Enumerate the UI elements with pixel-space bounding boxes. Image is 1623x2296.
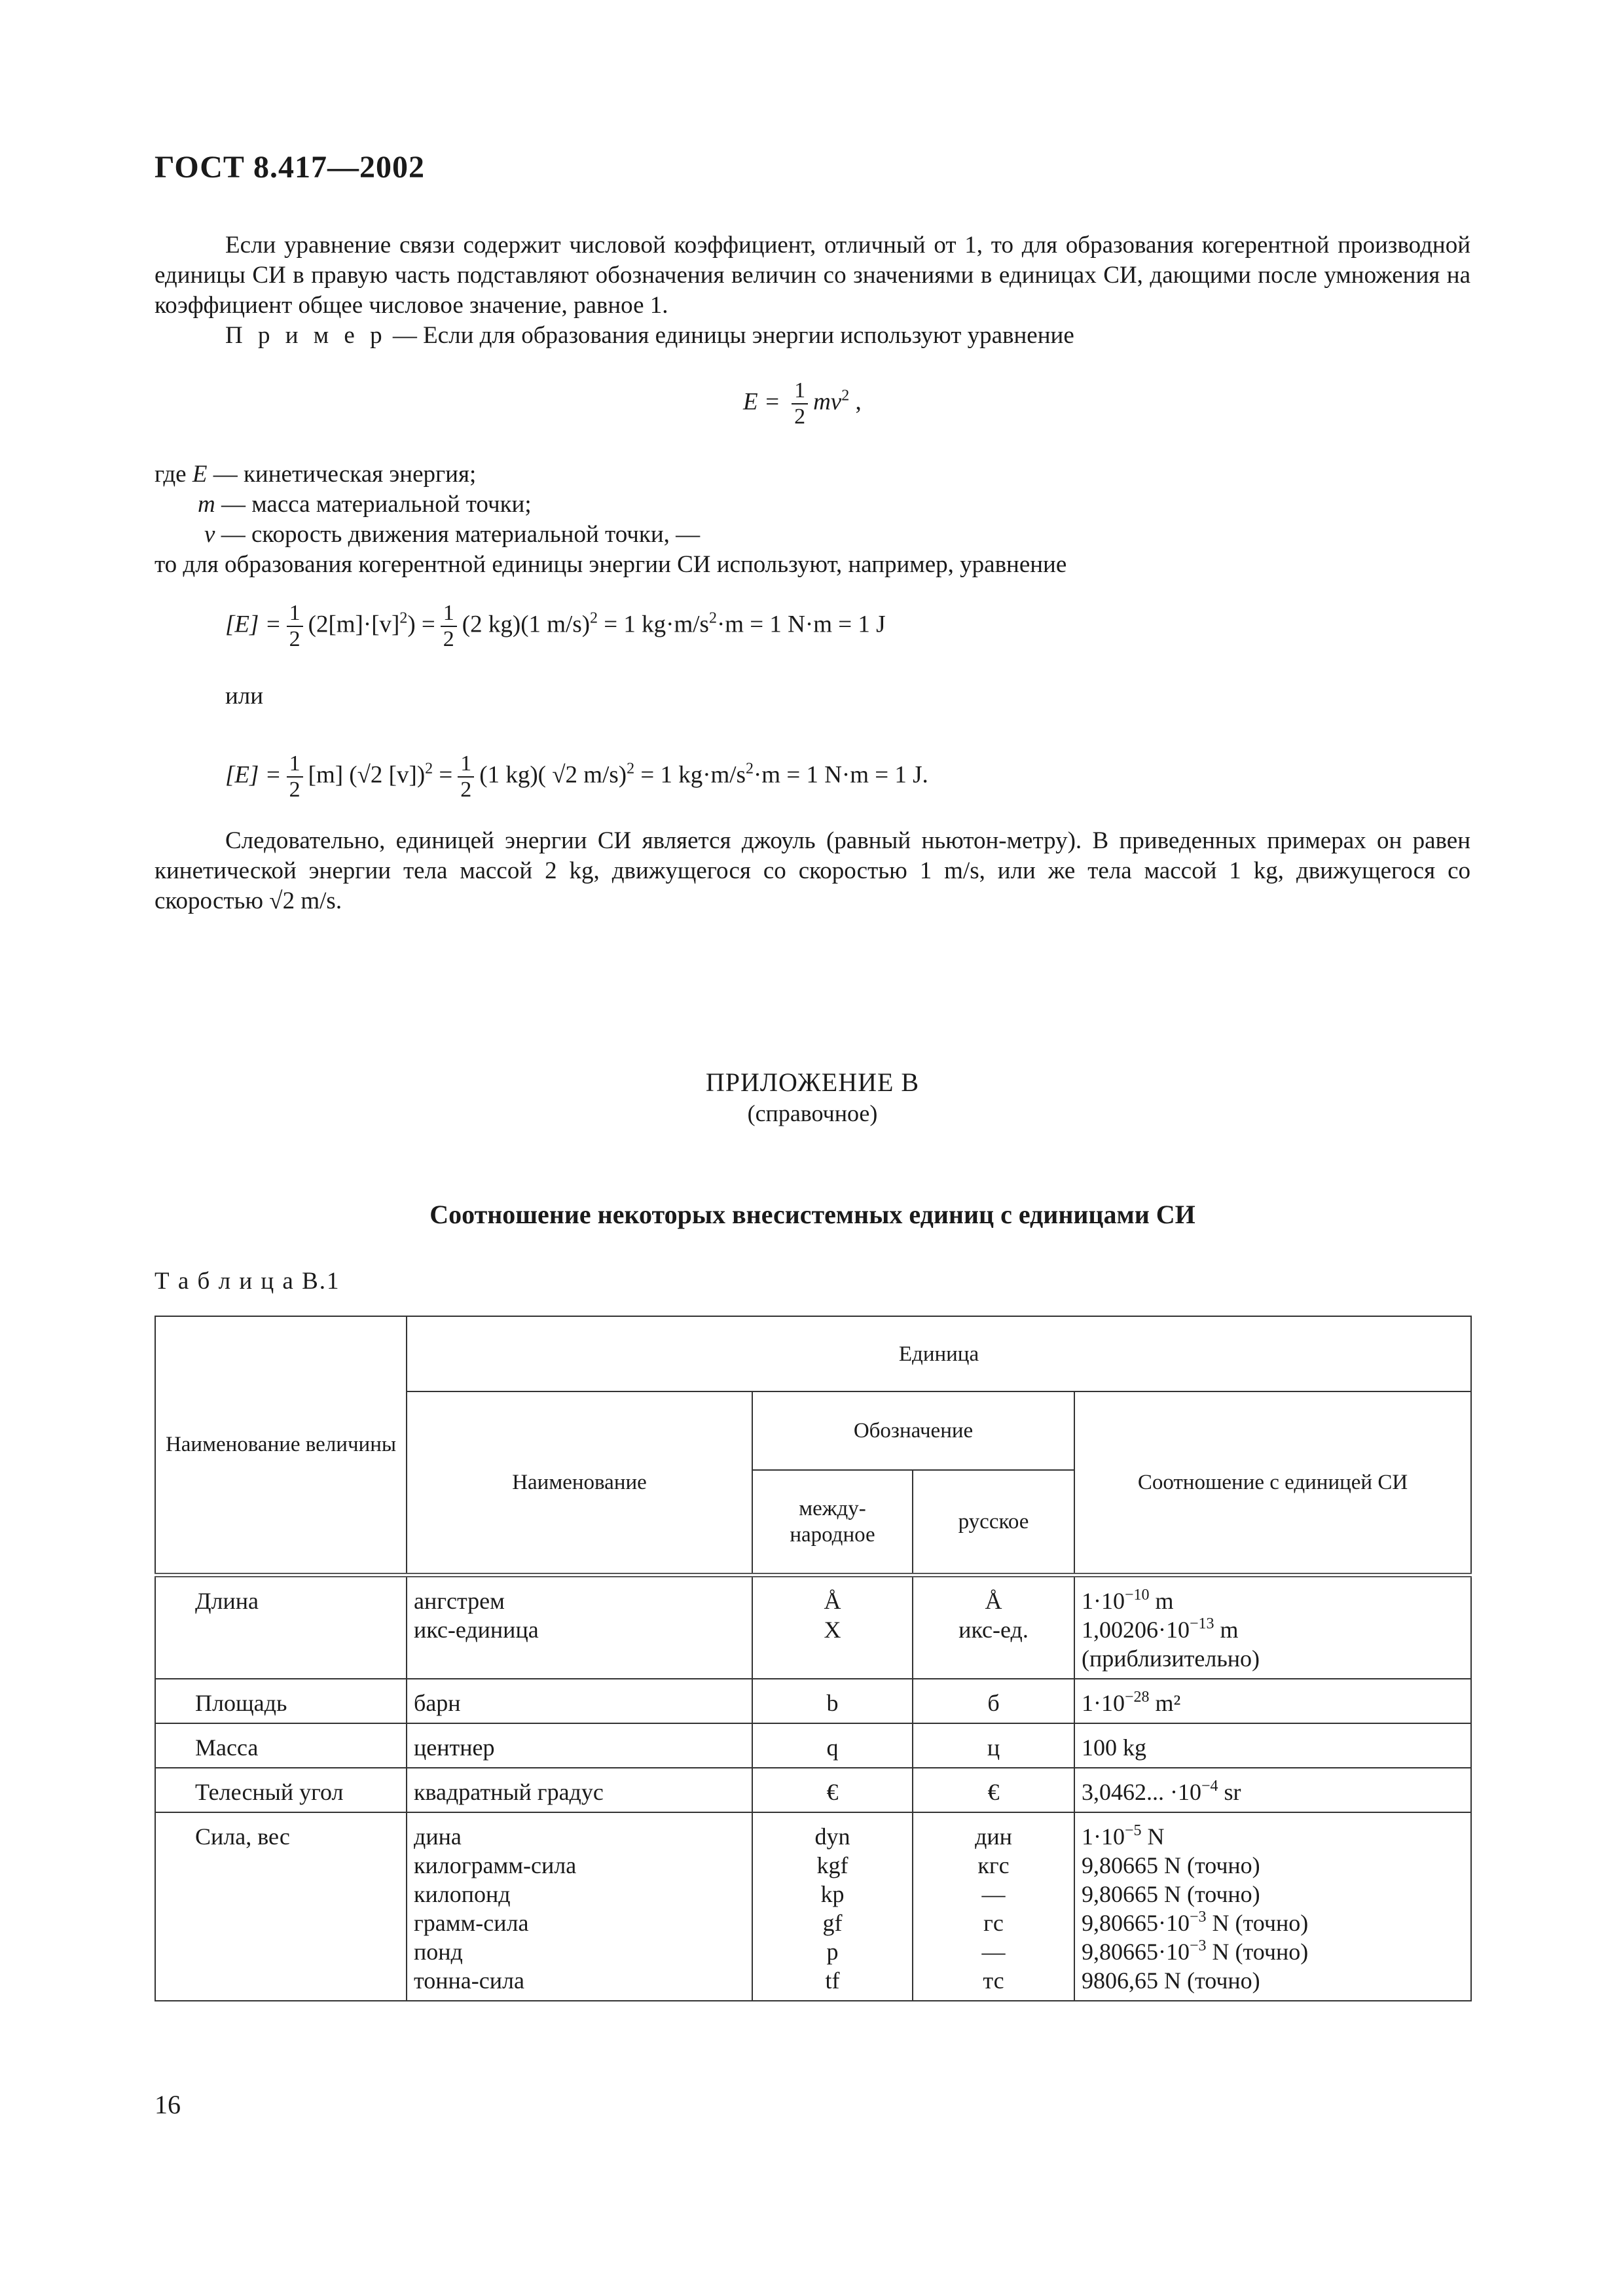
symbol-intl: Å [824,1587,841,1614]
formula2-part3-exp: 2 [745,760,754,778]
relation-exp: −28 [1125,1688,1150,1706]
legend-e: где E — кинетическая энергия; [155,461,477,488]
relation-base: 9,80665·10 [1082,1909,1190,1936]
formula-coherent-1 [225,601,886,652]
cell-rus [913,1812,1074,2001]
symbol-intl: kp [820,1880,845,1907]
equation-tail: , [849,388,862,416]
legend-conclusion: то для образования когерентной единицы энергии СИ используют, например, уравнение [155,551,1067,578]
relation-base: 1·10 [1082,1823,1125,1850]
relation-exp: −13 [1190,1615,1214,1632]
relation-exp: −5 [1125,1821,1142,1839]
unit-name: ангстрем [414,1587,505,1614]
relation-tail: m [1214,1616,1239,1643]
cell-quantity: Масса [155,1723,407,1768]
formula2-fraction [287,751,303,802]
formula2-part2-exp: 2 [627,760,635,778]
formula1-part1-close: ) = [407,611,435,638]
cell-intl [752,1575,913,1679]
relation-exp: −3 [1190,1908,1207,1926]
formula1-fraction [287,601,303,652]
relation-base: (приблизительно) [1082,1645,1260,1672]
relation-tail: m² [1149,1689,1181,1716]
table-row [155,1575,1471,1679]
cell-rus [913,1679,1074,1723]
cell-intl [752,1723,913,1768]
fraction-numerator: 1 [792,378,808,404]
symbol-rus: икс-ед. [958,1616,1029,1643]
symbol-rus: Å [985,1587,1002,1614]
table-row [155,1812,1471,2001]
cell-relation [1074,1575,1471,1679]
formula1-den2: 2 [443,627,454,651]
table-row [155,1723,1471,1768]
symbol-rus: б [987,1689,1000,1716]
formula1-part2-exp: 2 [590,609,598,627]
symbol-intl: tf [825,1967,840,1994]
formula2-lhs: [E] = [225,761,282,789]
legend-m [155,490,1067,520]
equation-kinetic-energy [743,378,862,429]
relation-base: 3,0462... ·10 [1082,1778,1201,1805]
relation-tail: N [1141,1823,1165,1850]
relation-base: 100 kg [1082,1734,1146,1761]
example-line [155,321,1470,351]
example-text: — Если для образования единицы энергии используют уравнение [386,322,1074,349]
symbol-rus: кгс [977,1852,1010,1878]
unit-name: центнер [414,1734,495,1761]
formula1-part3: = 1 kg·m/s [598,611,709,638]
symbol-intl: kgf [816,1852,848,1878]
header-international: между-народное [752,1470,913,1575]
legend-e-text: — кинетическая энергия; [207,461,477,488]
header-name: Наименование [407,1391,752,1575]
legend-v-text: — скорость движения материальной точки, — [215,521,701,548]
header-quantity: Наименование величины [155,1316,407,1575]
symbol-rus: ц [987,1734,1000,1761]
relation-base: 9,80665·10 [1082,1938,1190,1965]
appendix-title: ПРИЛОЖЕНИЕ В [705,1067,920,1097]
table-label: Т а б л и ц а В.1 [155,1268,340,1295]
or-text: или [225,683,264,709]
legend-e-symbol: E [192,461,208,488]
symbol-intl: dyn [814,1823,850,1850]
units-table [155,1316,1472,2001]
formula1-num: 1 [287,601,303,627]
symbol-rus: — [981,1880,1006,1907]
cell-names [407,1575,752,1679]
formula1-num2: 1 [441,601,457,627]
unit-name: килопонд [414,1880,511,1907]
header-symbol: Обозначение [752,1391,1074,1470]
relation-base: 1·10 [1082,1689,1125,1716]
relation-line [1082,1937,1464,1966]
cell-names [407,1768,752,1812]
fraction-denominator: 2 [794,404,806,429]
relation-exp: −3 [1190,1937,1207,1954]
formula1-part1-exp: 2 [399,609,408,627]
cell-rus [913,1768,1074,1812]
relation-base: 9806,65 N (точно) [1082,1967,1260,1994]
symbol-rus: гс [983,1909,1004,1936]
relation-line [1082,1733,1464,1762]
cell-quantity: Длина [155,1575,407,1679]
symbol-rus: тс [983,1967,1004,1994]
formula2-den2: 2 [460,778,472,802]
relation-base: 9,80665 N (точно) [1082,1880,1260,1907]
cell-rus [913,1723,1074,1768]
cell-rus [913,1575,1074,1679]
relation-tail: m [1149,1587,1174,1614]
appendix-subtitle: (справочное) [747,1100,878,1126]
symbol-intl: gf [822,1909,843,1936]
symbol-intl: p [826,1938,839,1965]
cell-intl [752,1812,913,2001]
cell-quantity: Телесный угол [155,1768,407,1812]
formula2-num: 1 [287,751,303,778]
legend-v [155,520,1067,550]
relation-line [1082,1587,1464,1615]
unit-name: тонна-сила [414,1967,524,1994]
relation-exp: −10 [1125,1586,1150,1604]
relation-line [1082,1966,1464,1995]
example-label: П р и м е р [225,322,387,349]
legend-m-symbol: m [198,491,215,518]
formula2-part1-exp: 2 [425,760,433,778]
formula2-fraction2 [458,751,474,802]
symbol-intl: € [826,1778,839,1805]
formula2-part1: [m] (√2 [v]) [308,761,426,789]
cell-relation [1074,1679,1471,1723]
formula1-lhs: [E] = [225,611,282,638]
formula-coherent-2 [225,751,928,802]
formula1-den: 2 [289,627,301,651]
relation-base: 1,00206·10 [1082,1616,1190,1643]
unit-name: барн [414,1689,461,1716]
table-row [155,1679,1471,1723]
symbol-intl: q [826,1734,839,1761]
cell-intl [752,1768,913,1812]
cell-relation [1074,1812,1471,2001]
unit-name: грамм-сила [414,1909,529,1936]
formula2-part1-close: = [433,761,453,789]
equation-lhs: E = [743,388,787,416]
unit-name: килограмм-сила [414,1852,577,1878]
formula1-part4: ·m = 1 N·m = 1 J [716,611,886,638]
unit-name: дина [414,1823,462,1850]
relation-tail: N (точно) [1206,1909,1309,1936]
relation-line [1082,1778,1464,1806]
intro-paragraph: Если уравнение связи содержит числовой коэффициент, отличный от 1, то для образования когерентной производной единицы СИ в правую часть подставляют обозначения величин со значениями в единицах СИ, дающими после умножения на коэффициент общее числовое значение, равное 1. [155,232,1470,319]
formula2-part2: (1 kg)( √2 m/s) [479,761,627,789]
legend-block [155,459,1067,580]
relation-line [1082,1822,1464,1851]
cell-relation [1074,1768,1471,1812]
relation-base: 1·10 [1082,1587,1125,1614]
relation-line [1082,1644,1464,1673]
formula2-part4: ·m = 1 N·m = 1 J. [753,761,928,789]
table-row [155,1768,1471,1812]
unit-name: икс-единица [414,1616,539,1643]
formula2-num2: 1 [458,751,474,778]
page-number: 16 [155,2090,181,2119]
header-unit: Единица [407,1316,1471,1391]
formula2-part3: = 1 kg·m/s [634,761,746,789]
relation-line [1082,1689,1464,1717]
relation-exp: −4 [1201,1777,1218,1795]
cell-names [407,1679,752,1723]
cell-names [407,1812,752,2001]
relation-line [1082,1851,1464,1880]
cell-quantity: Сила, вес [155,1812,407,2001]
header-relation: Соотношение с единицей СИ [1074,1391,1471,1575]
relation-tail: sr [1218,1778,1241,1805]
symbol-rus: € [987,1778,1000,1805]
relation-tail: N (точно) [1206,1938,1309,1965]
formula1-part3-exp: 2 [708,609,717,627]
conclusion-paragraph: Следовательно, единицей энергии СИ является джоуль (равный ньютон-метру). В приведенных примерах он равен кинетической энергии тела массой 2 kg, движущегося со скоростью 1 m/s, или же тела массой 1 kg, движущегося со скоростью √2 m/s. [155,827,1470,914]
legend-m-text: — масса материальной точки; [215,491,532,518]
formula1-part1: (2[m]·[v] [308,611,400,638]
relation-line [1082,1615,1464,1644]
symbol-rus: — [981,1938,1006,1965]
appendix-heading: Соотношение некоторых внесистемных единиц с единицами СИ [429,1200,1195,1229]
fraction-half [792,378,808,429]
header-russian: русское [913,1470,1074,1575]
symbol-intl: X [824,1616,841,1643]
relation-base: 9,80665 N (точно) [1082,1852,1260,1878]
formula2-den: 2 [289,778,301,802]
unit-name: квадратный градус [414,1778,604,1805]
cell-intl [752,1679,913,1723]
cell-quantity: Площадь [155,1679,407,1723]
formula1-fraction2 [441,601,457,652]
unit-name: понд [414,1938,463,1965]
document-code: ГОСТ 8.417—2002 [155,150,425,185]
legend-v-symbol: v [204,521,215,548]
formula1-part2: (2 kg)(1 m/s) [462,611,591,638]
cell-relation [1074,1723,1471,1768]
cell-names [407,1723,752,1768]
relation-line [1082,1880,1464,1909]
relation-line [1082,1909,1464,1937]
symbol-intl: b [826,1689,839,1716]
equation-exponent: 2 [841,387,850,404]
symbol-rus: дин [975,1823,1012,1850]
equation-rhs: mv [813,388,842,416]
